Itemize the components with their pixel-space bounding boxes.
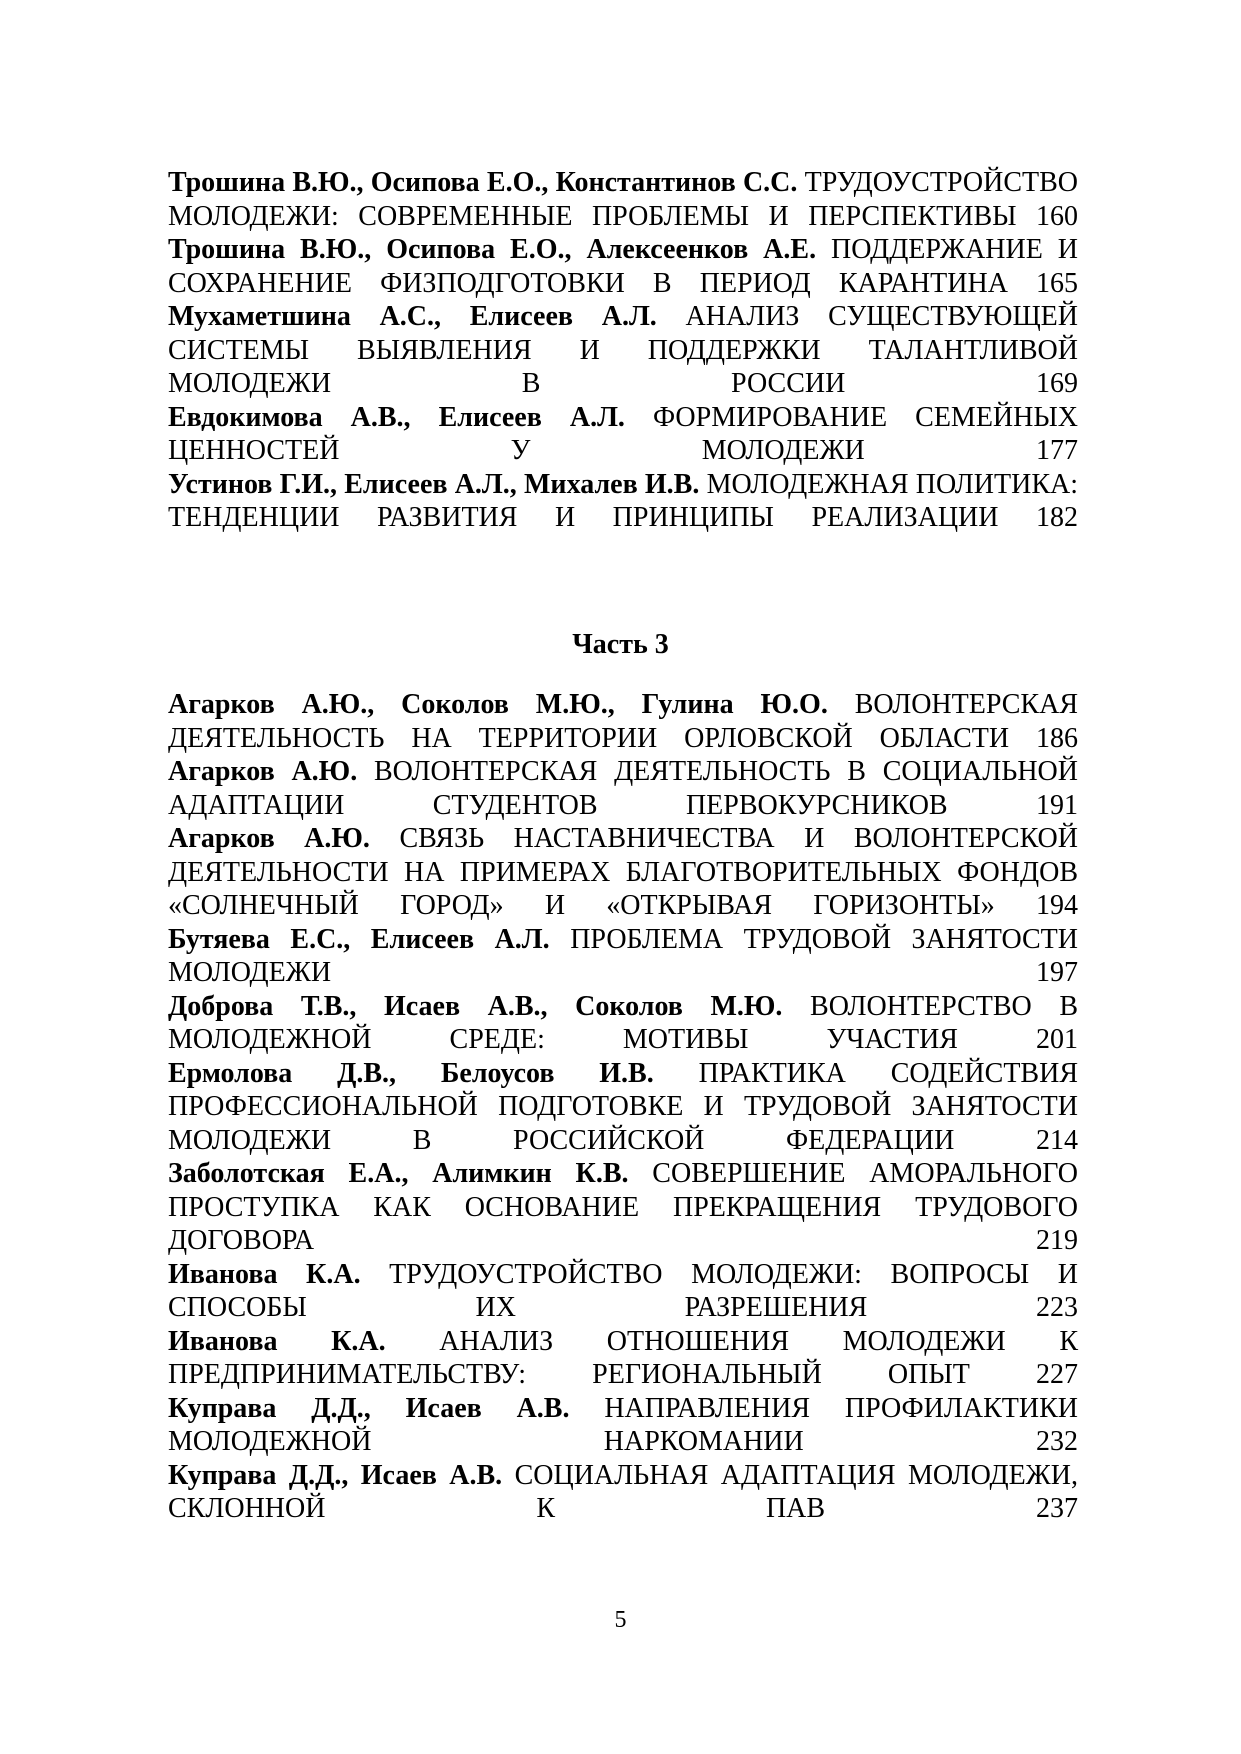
entry-authors: Трошина В.Ю., Осипова Е.О., Константинов С.С. — [168, 167, 798, 198]
toc-entry — [168, 990, 1078, 1057]
entry-page: 232 — [1036, 1426, 1079, 1457]
toc-entry — [168, 688, 1078, 755]
entry-title: СОВЕРШЕНИЕ АМОРАЛЬНОГО ПРОСТУПКА КАК ОСНОВАНИЕ ПРЕКРАЩЕНИЯ ТРУДОВОГО ДОГОВОРА — [168, 1158, 1078, 1256]
entry-authors: Куправа Д.Д., Исаев А.В. — [168, 1459, 503, 1491]
toc-entry — [168, 1157, 1078, 1258]
entry-title: ФОРМИРОВАНИЕ СЕМЕЙНЫХ ЦЕННОСТЕЙ У МОЛОДЕЖИ — [168, 401, 1079, 466]
entry-title: СВЯЗЬ НАСТАВНИЧЕСТВА И ВОЛОНТЕРСКОЙ ДЕЯТЕЛЬНОСТИ НА ПРИМЕРАХ БЛАГОТВОРИТЕЛЬНЫХ ФОНДОВ «СОЛНЕЧНЫЙ ГОРОД» И «ОТКРЫВАЯ ГОРИЗОНТЫ» — [168, 823, 1079, 921]
toc-part3 — [168, 688, 1078, 1526]
entry-page: 182 — [1036, 502, 1078, 533]
entry-title: ПРОБЛЕМА ТРУДОВОЙ ЗАНЯТОСТИ МОЛОДЕЖИ — [168, 923, 1079, 988]
entry-authors: Иванова К.А. — [168, 1325, 386, 1357]
entry-authors: Мухаметшина А.С., Елисеев А.Л. — [168, 301, 657, 332]
entry-page: 177 — [1036, 435, 1078, 466]
entry-authors: Ермолова Д.В., Белоусов И.В. — [168, 1057, 654, 1089]
entry-authors: Заболотская Е.А., Алимкин К.В. — [168, 1158, 629, 1189]
entry-page: 214 — [1036, 1124, 1078, 1156]
entry-title: НАПРАВЛЕНИЯ ПРОФИЛАКТИКИ МОЛОДЕЖНОЙ НАРКОМАНИИ — [168, 1392, 1079, 1457]
entry-authors: Куправа Д.Д., Исаев А.В. — [168, 1392, 570, 1424]
entry-title: ПРАКТИКА СОДЕЙСТВИЯ ПРОФЕССИОНАЛЬНОЙ ПОДГОТОВКЕ И ТРУДОВОЙ ЗАНЯТОСТИ МОЛОДЕЖИ В РОССИЙСКОЙ ФЕДЕРАЦИИ — [168, 1057, 1078, 1156]
entry-title: ТРУДОУСТРОЙСТВО МОЛОДЕЖИ: ВОПРОСЫ И СПОСОБЫ ИХ РАЗРЕШЕНИЯ — [168, 1258, 1079, 1323]
entry-title: ВОЛОНТЕРСКАЯ ДЕЯТЕЛЬНОСТЬ НА ТЕРРИТОРИИ ОРЛОВСКОЙ ОБЛАСТИ — [168, 689, 1079, 754]
toc-entry — [168, 1258, 1078, 1325]
entry-page: 194 — [1036, 890, 1079, 921]
toc-entry — [168, 233, 1078, 300]
entry-title: АНАЛИЗ СУЩЕСТВУЮЩЕЙ СИСТЕМЫ ВЫЯВЛЕНИЯ И ПОДДЕРЖКИ ТАЛАНТЛИВОЙ МОЛОДЕЖИ В РОССИИ — [168, 301, 1079, 399]
entry-authors: Евдокимова А.В., Елисеев А.Л. — [168, 401, 625, 433]
entry-title: СОЦИАЛЬНАЯ АДАПТАЦИЯ МОЛОДЕЖИ, СКЛОННОЙ К ПАВ — [168, 1459, 1078, 1524]
toc-entry — [168, 1057, 1078, 1158]
entry-page: 219 — [1036, 1225, 1078, 1256]
entry-page: 169 — [1036, 368, 1079, 399]
entry-title: ПОДДЕРЖАНИЕ И СОХРАНЕНИЕ ФИЗПОДГОТОВКИ В ПЕРИОД КАРАНТИНА — [168, 234, 1079, 299]
toc-part2 — [168, 166, 1078, 535]
entry-authors: Иванова К.А. — [168, 1258, 361, 1290]
entry-title: ВОЛОНТЕРСКАЯ ДЕЯТЕЛЬНОСТЬ В СОЦИАЛЬНОЙ АДАПТАЦИИ СТУДЕНТОВ ПЕРВОКУРСНИКОВ — [168, 756, 1078, 821]
entry-authors: Агарков А.Ю., Соколов М.Ю., Гулина Ю.О. — [168, 689, 828, 720]
entry-authors: Агарков А.Ю. — [168, 823, 370, 854]
entry-page: 165 — [1036, 267, 1079, 299]
entry-page: 223 — [1036, 1292, 1078, 1323]
entry-title: МОЛОДЕЖНАЯ ПОЛИТИКА: ТЕНДЕНЦИИ РАЗВИТИЯ И ПРИНЦИПЫ РЕАЛИЗАЦИИ — [168, 468, 1078, 533]
toc-entry — [168, 1325, 1078, 1392]
toc-entry — [168, 468, 1078, 535]
entry-page: 227 — [1036, 1359, 1078, 1390]
toc-entry — [168, 822, 1078, 923]
toc-entry — [168, 923, 1078, 990]
entry-title: АНАЛИЗ ОТНОШЕНИЯ МОЛОДЕЖИ К ПРЕДПРИНИМАТЕЛЬСТВУ: РЕГИОНАЛЬНЫЙ ОПЫТ — [168, 1325, 1079, 1390]
entry-page: 237 — [1036, 1493, 1078, 1524]
entry-authors: Агарков А.Ю. — [168, 756, 358, 787]
toc-entry — [168, 1392, 1078, 1459]
toc-entry — [168, 166, 1078, 233]
entry-authors: Трошина В.Ю., Осипова Е.О., Алексеенков А.Е. — [168, 234, 817, 265]
entry-authors: Бутяева Е.С., Елисеев А.Л. — [168, 923, 550, 955]
entry-page: 160 — [1036, 200, 1078, 232]
entry-page: 191 — [1036, 789, 1078, 821]
entry-page: 197 — [1036, 957, 1078, 988]
entry-page: 186 — [1036, 722, 1079, 754]
page-number: 5 — [614, 1607, 627, 1633]
entry-title: ТРУДОУСТРОЙСТВО МОЛОДЕЖИ: СОВРЕМЕННЫЕ ПРОБЛЕМЫ И ПЕРСПЕКТИВЫ — [168, 167, 1078, 232]
entry-authors: Доброва Т.В., Исаев А.В., Соколов М.Ю. — [168, 990, 783, 1022]
entry-page: 201 — [1036, 1024, 1078, 1055]
entry-authors: Устинов Г.И., Елисеев А.Л., Михалев И.В. — [168, 468, 700, 500]
section-heading: Часть 3 — [572, 629, 669, 660]
toc-entry — [168, 755, 1078, 822]
entry-title: ВОЛОНТЕРСТВО В МОЛОДЕЖНОЙ СРЕДЕ: МОТИВЫ УЧАСТИЯ — [168, 990, 1079, 1055]
toc-entry — [168, 1459, 1078, 1526]
toc-entry — [168, 300, 1078, 401]
toc-entry — [168, 401, 1078, 468]
